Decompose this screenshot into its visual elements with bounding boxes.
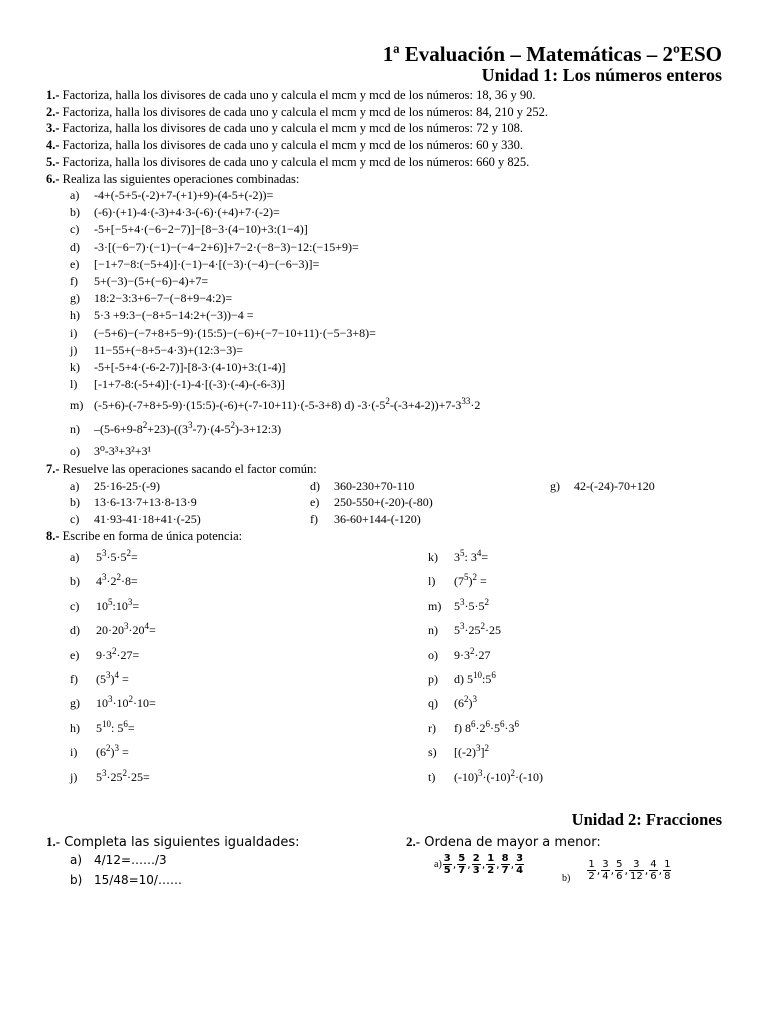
- pow-item-q: q) $(6^2)^3$: [428, 694, 477, 711]
- page-title: 1ª Evaluación – Matemáticas – 2ºESO: [382, 42, 722, 66]
- question-1: 1.- Factoriza, halla los divisores de cada uno y calcula el mcm y mcd de los números: 18, 36 y 90.: [46, 88, 536, 102]
- pow-item-d: d) $20\cdot 20^3\cdot 20^4=$: [70, 621, 156, 638]
- fraction: $\frac{3}{12}$: [629, 858, 643, 882]
- op-item: j) 11−55+(−8+5−4·3)+(12:3−3)=: [70, 342, 244, 357]
- q7-item-e: e) 250-550+(-20)-(-80): [310, 495, 433, 509]
- pow-item-m: m) $5^3\cdot 5\cdot 5^2$: [428, 596, 489, 613]
- pow-item-f: f) $(5^3)^4$ =: [70, 669, 129, 686]
- op-item: i) (−5+6)−(−7+8+5−9)·(15:5)−(−6)+(−7−10+11)·(−5−3+8)=: [70, 325, 376, 340]
- unit2-question-2: 2.- Ordena de mayor a menor:: [406, 834, 601, 850]
- pow-item-l: l) $(7^5)^2$ =: [428, 572, 487, 589]
- question-2: 2.- Factoriza, halla los divisores de cada uno y calcula el mcm y mcd de los números: 84, 210 y 252.: [46, 105, 548, 119]
- pow-item-c: c) $10^5:10^3=$: [70, 596, 140, 613]
- pow-item-h: h) $5^{10}$: $5^6=$: [70, 718, 135, 735]
- fraction: $\frac{3}{5}$: [443, 852, 451, 876]
- pow-item-p: p) d) $5^{10}:5^6$: [428, 669, 496, 686]
- op-item: g) 18:2−3:3+6−7−(−8+9−4:2)=: [70, 291, 233, 306]
- pow-item-e: e) $9\cdot 3^2\cdot 27=$: [70, 645, 140, 662]
- op-item: f) 5+(−3)−(5+(−6)−4)+7=: [70, 273, 209, 288]
- op-item-o: o) 3⁰-3³+3²+3¹: [70, 444, 152, 459]
- pow-item-k: k) $3^5$: $3^4=$: [428, 548, 489, 564]
- fraction: $\frac{4}{6}$: [650, 858, 657, 882]
- unit1-heading: Unidad 1: Los números enteros: [481, 65, 722, 85]
- op-item-n: n) $-(5-6+9-8^2+23)-((3^3-7)\cdot(4-5^2)-3+12:3)$: [70, 420, 282, 437]
- pow-item-o: o) $9\cdot 3^2\cdot 27$: [428, 645, 491, 662]
- q7-item-g: g) 42-(-24)-70+120: [550, 479, 655, 493]
- op-item: d) -3·[(−6−7)·(−1)−(−4−2+6)]+7−2·(−8−3)−12:(−15+9)=: [70, 239, 359, 254]
- pow-item-i: i) $(6^2)^3$ =: [70, 743, 129, 760]
- fraction: $\frac{1}{2}$: [588, 858, 595, 882]
- op-item: k) -5+[-5+4·(-6-2-7)]-[8-3·(4-10)+3:(1-4)]: [70, 359, 286, 374]
- question-5: 5.- Factoriza, halla los divisores de cada uno y calcula el mcm y mcd de los números: 660 y 825.: [46, 155, 530, 169]
- fraction: $\frac{2}{3}$: [472, 852, 480, 876]
- question-7: 7.- Resuelve las operaciones sacando el factor común:: [46, 462, 317, 476]
- op-item: l) [-1+7-8:(-5+4)]·(-1)-4·[(-3)·(-4)-(-6-3)]: [70, 377, 285, 392]
- question-4: 4.- Factoriza, halla los divisores de cada uno y calcula el mcm y mcd de los números: 60 y 330.: [46, 138, 523, 152]
- fraction-set-a: a) $\frac{3}{5}$ , $\frac{5}{7}$ , $\frac{2}{3}$ , $\frac{1}{2}$ , $\frac{8}{7}$ , $\frac{3}{4}$: [434, 852, 524, 876]
- fraction: $\frac{1}{2}$: [487, 852, 495, 876]
- fraction: $\frac{3}{4}$: [516, 852, 524, 876]
- pow-item-g: g) $10^3\cdot 10^2\cdot 10=$: [70, 694, 156, 711]
- pow-item-j: j) $5^3\cdot 25^2\cdot 25=$: [70, 767, 150, 784]
- fraction: $\frac{8}{7}$: [501, 852, 509, 876]
- unit2-q1-item-a: a) 4/12=……/3: [70, 853, 167, 867]
- q7-item-c: c) 41·93-41·18+41·(-25): [70, 512, 201, 526]
- pow-item-a: a) $5^3\cdot 5\cdot 5^2=$: [70, 548, 138, 564]
- pow-item-s: s) $[(-2)^3]^2$: [428, 743, 489, 760]
- op-item: h) 5·3 +9:3−(−8+5−14:2+(−3))−4 =: [70, 308, 254, 323]
- q7-item-d: d) 360-230+70-110: [310, 479, 415, 493]
- op-item: e) [−1+7−8:(−5+4)]·(−1)−4·[(−3)·(−4)−(−6−3)]=: [70, 256, 320, 271]
- unit2-q1-item-b: b) 15/48=10/……: [70, 873, 182, 887]
- powers-right-column: [428, 550, 543, 794]
- fraction-set-b: b) $\frac{1}{2}$ , $\frac{3}{4}$ , $\frac{5}{6}$ , $\frac{3}{12}$ , $\frac{4}{6}$ , $\frac{1}{8}$: [562, 858, 671, 884]
- unit2-heading: Unidad 2: Fracciones: [571, 810, 722, 829]
- question-8: 8.- Escribe en forma de única potencia:: [46, 529, 243, 543]
- pow-item-b: b) $4^3\cdot 2^2\cdot 8=$: [70, 572, 138, 589]
- pow-item-t: t) $(-10)^3\cdot(-10)^2\cdot(-10)$: [428, 767, 543, 784]
- op-item-m: m) (-5+6)-(-7+8+5-9)·(15:5)-(-6)+(-7-10+11)·(-5-3+8) d) $-3\cdot(-5^2-(-3+4-2))+7-3^{33}\cdot 2$: [70, 396, 481, 413]
- fraction: $\frac{3}{4}$: [602, 858, 609, 882]
- fraction: $\frac{5}{6}$: [616, 858, 623, 882]
- pow-item-r: r) f) $8^6\cdot 2^6\cdot 5^6\cdot 3^6$: [428, 718, 519, 735]
- fraction: $\frac{1}{8}$: [664, 858, 671, 882]
- op-item: b) (-6)·(+1)-4·(-3)+4·3-(-6)·(+4)+7·(-2)=: [70, 205, 280, 220]
- op-item: a) -4+(-5+5-(-2)+7-(+1)+9)-(4-5+(-2))=: [70, 188, 274, 202]
- fraction: $\frac{5}{7}$: [458, 852, 466, 876]
- powers-left-column: [70, 550, 156, 794]
- q7-item-f: f) 36-60+144-(-120): [310, 512, 421, 526]
- q7-item-b: b) 13·6-13·7+13·8-13·9: [70, 495, 197, 509]
- pow-item-n: n) $5^3\cdot 25^2\cdot 25$: [428, 621, 501, 638]
- question-6: 6.- Realiza las siguientes operaciones combinadas:: [46, 172, 300, 186]
- operations-list: [70, 188, 480, 461]
- question-3: 3.- Factoriza, halla los divisores de cada uno y calcula el mcm y mcd de los números: 72 y 108.: [46, 121, 523, 135]
- op-item: c) -5+[−5+4·(−6−2−7)]−[8−3·(4−10)+3:(1−4)]: [70, 222, 308, 237]
- unit2-question-1: 1.- Completa las siguientes igualdades:: [46, 834, 300, 850]
- q7-item-a: a) 25·16-25·(-9): [70, 479, 160, 493]
